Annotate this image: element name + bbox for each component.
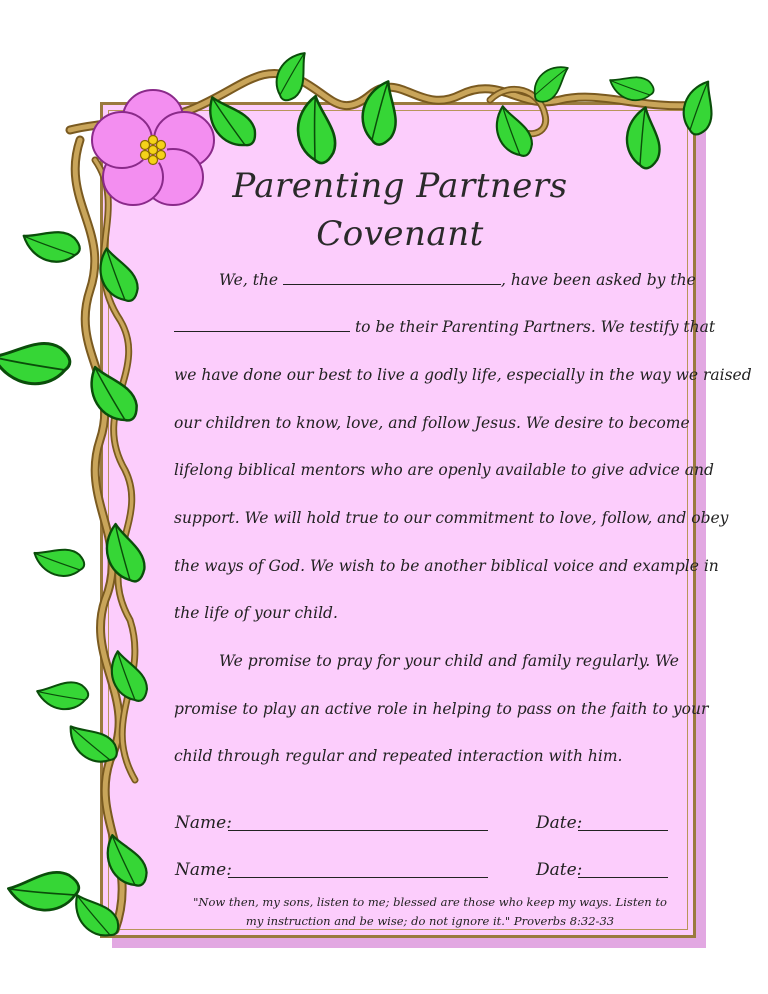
paragraph-2-line-1: We promise to pray for your child and family regularly. We bbox=[219, 652, 679, 670]
partners-text: to be their Parenting Partners. We testify that bbox=[354, 318, 716, 336]
title-line-2: Covenant bbox=[316, 214, 484, 254]
verse-line-1: "Now then, my sons, listen to me; blessed are those who keep my ways. Listen to bbox=[193, 895, 667, 909]
paragraph-1-line-5: lifelong biblical mentors who are openly available to give advice and bbox=[174, 461, 714, 479]
paragraph-1-line-2 bbox=[174, 317, 715, 336]
paragraph-1-line-8: the life of your child. bbox=[174, 604, 338, 622]
name-label-2: Name: bbox=[175, 860, 232, 880]
name-label-1: Name: bbox=[175, 813, 232, 833]
paragraph-2-line-2: promise to play an active role in helping to pass on the faith to your bbox=[174, 700, 709, 718]
date-line-2[interactable] bbox=[578, 876, 668, 878]
name-line-1[interactable] bbox=[228, 829, 488, 831]
date-label-2: Date: bbox=[536, 860, 583, 880]
paragraph-1-line-6: support. We will hold true to our commitment to love, follow, and obey bbox=[174, 509, 729, 527]
we-the-label: We, the bbox=[219, 271, 279, 289]
paragraph-1-line-3: we have done our best to live a godly life, especially in the way we raised bbox=[174, 366, 752, 384]
title-line-1: Parenting Partners bbox=[232, 166, 568, 206]
paragraph-1-line-1 bbox=[219, 270, 696, 289]
date-label-1: Date: bbox=[536, 813, 583, 833]
parents-name-blank[interactable] bbox=[283, 270, 501, 285]
name-line-2[interactable] bbox=[228, 876, 488, 878]
paragraph-2-line-3: child through regular and repeated interaction with him. bbox=[174, 747, 623, 765]
verse-line-2: my instruction and be wise; do not ignore it." Proverbs 8:32-33 bbox=[245, 914, 615, 928]
asked-by-label: , have been asked by the bbox=[501, 271, 696, 289]
paragraph-1-line-4: our children to know, love, and follow Jesus. We desire to become bbox=[174, 414, 690, 432]
paragraph-1-line-7: the ways of God. We wish to be another biblical voice and example in bbox=[174, 557, 719, 575]
date-line-1[interactable] bbox=[578, 829, 668, 831]
child-name-blank[interactable] bbox=[174, 317, 350, 332]
scripture-verse bbox=[180, 893, 680, 931]
